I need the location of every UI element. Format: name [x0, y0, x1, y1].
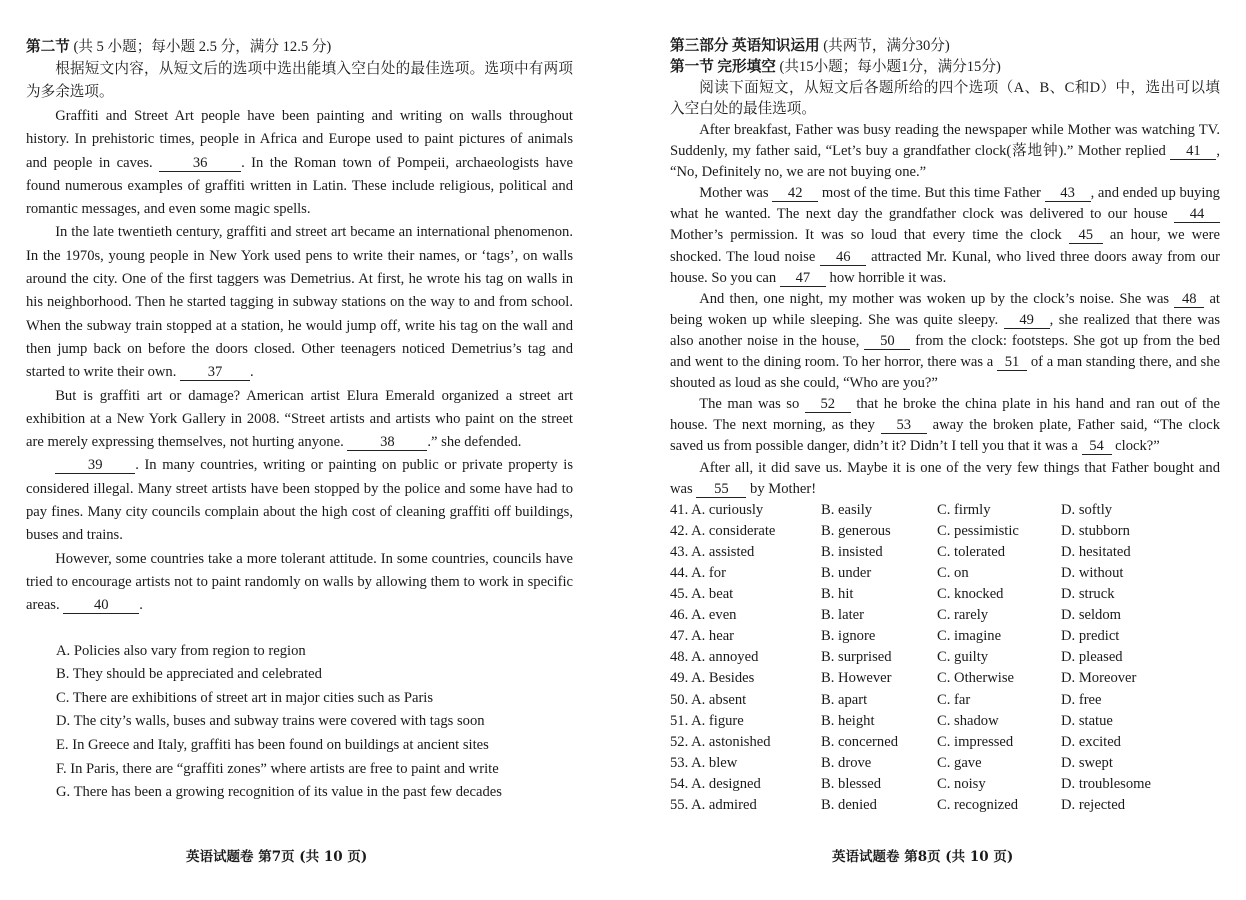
- choice-option[interactable]: D. swept: [1061, 754, 1113, 771]
- blank-47[interactable]: 47: [780, 270, 826, 287]
- choice-option[interactable]: C. recognized: [937, 797, 1019, 813]
- choice-option[interactable]: C. guilty: [937, 649, 989, 666]
- cloze-section-title: 第一节 完形填空: [670, 59, 776, 75]
- left-page: [26, 0, 573, 805]
- cloze-instruction: 阅读下面短文，从短文后各题所给的四个选项（A、B、C和D）中，选出可以填入空白处的最佳选项。: [670, 80, 1220, 117]
- choice-option[interactable]: B. easily: [821, 501, 873, 518]
- choice-option[interactable]: 54. A. designed: [670, 775, 761, 792]
- choice-option[interactable]: 45. A. beat: [670, 586, 734, 603]
- choice-option[interactable]: C. firmly: [937, 501, 991, 518]
- blank-49[interactable]: 49: [1004, 312, 1050, 329]
- choice-row: [670, 500, 1211, 521]
- choice-option[interactable]: C. pessimistic: [937, 522, 1019, 539]
- option-e: E. In Greece and Italy, graffiti has been found on buildings at ancient sites: [56, 736, 489, 753]
- choice-option[interactable]: 52. A. astonished: [670, 733, 771, 750]
- cloze-section-info: (共15小题；每小题1分，满分15分): [779, 59, 1001, 75]
- choice-option[interactable]: B. insisted: [821, 543, 883, 560]
- cloze-paragraph-4: The man was so 52 that he broke the china plate in his hand and ran out of the house. The next morning, as they 53 away the broken plate, Father said, “The clock saved us from possible danger, didn’t it? Didn’t I tell you that it was a 54 clock?”: [670, 396, 1220, 455]
- choice-row: [670, 563, 1211, 584]
- choice-row: [670, 521, 1211, 542]
- choice-option[interactable]: B. apart: [821, 691, 868, 708]
- part-heading: [670, 36, 1220, 57]
- blank-52[interactable]: 52: [805, 396, 851, 413]
- choice-option[interactable]: D. Moreover: [1061, 670, 1137, 687]
- part-title: 第三部分 英语知识运用: [670, 38, 820, 54]
- choice-option[interactable]: 41. A. curiously: [670, 501, 764, 518]
- choice-option[interactable]: C. knocked: [937, 586, 1004, 603]
- choice-option[interactable]: 42. A. considerate: [670, 522, 776, 539]
- choice-option[interactable]: B. generous: [821, 522, 891, 539]
- choice-option[interactable]: B. height: [821, 712, 875, 729]
- options-list: [26, 640, 573, 805]
- choice-option[interactable]: 49. A. Besides: [670, 670, 755, 687]
- blank-37[interactable]: 37: [180, 364, 250, 381]
- option-c: C. There are exhibitions of street art in major cities such as Paris: [56, 689, 434, 706]
- choice-option[interactable]: D. softly: [1061, 501, 1113, 518]
- choice-option[interactable]: B. concerned: [821, 733, 898, 750]
- choice-option[interactable]: B. denied: [821, 797, 877, 813]
- choice-option[interactable]: C. shadow: [937, 712, 999, 729]
- choice-option[interactable]: D. excited: [1061, 733, 1121, 750]
- choice-option[interactable]: D. predict: [1061, 628, 1120, 645]
- section-heading: [26, 37, 573, 58]
- choice-option[interactable]: 50. A. absent: [670, 691, 747, 708]
- blank-41[interactable]: 41: [1170, 143, 1216, 160]
- blank-36[interactable]: 36: [159, 155, 241, 172]
- choice-option[interactable]: C. Otherwise: [937, 670, 1015, 687]
- choice-option[interactable]: C. on: [937, 564, 969, 581]
- blank-45[interactable]: 45: [1069, 227, 1103, 244]
- passage-paragraph-3: But is graffiti art or damage? American artist Elura Emerald organized a street art exhibition at a New York Gallery in 2008. “Street artists and artists who paint on the street are merely expressing themselves, not hurting anyone. 38 .” she defended.: [26, 387, 573, 451]
- choice-row: [670, 668, 1211, 689]
- option-b: B. They should be appreciated and celebrated: [56, 666, 322, 683]
- passage-paragraph-5: However, some countries take a more tolerant attitude. In some countries, councils have tried to encourage artists not to paint randomly on walls by allowing them to work in specific areas. 40 .: [26, 550, 573, 614]
- choice-row: [670, 584, 1211, 605]
- choice-option[interactable]: C. rarely: [937, 607, 989, 624]
- choice-option[interactable]: B. later: [821, 607, 864, 624]
- cloze-passage: [670, 120, 1220, 500]
- cloze-paragraph-5: After all, it did save us. Maybe it is one of the very few things that Father bought and was 55 by Mother!: [670, 459, 1220, 497]
- choice-option[interactable]: D. seldom: [1061, 607, 1121, 624]
- instruction: 根据短文内容，从短文后的选项中选出能填入空白处的最佳选项。选项中有两项为多余选项。: [26, 61, 573, 100]
- choice-option[interactable]: 43. A. assisted: [670, 543, 755, 560]
- choices-table: [670, 500, 1211, 816]
- blank-48[interactable]: 48: [1174, 291, 1204, 308]
- blank-38[interactable]: 38: [347, 434, 427, 451]
- choice-option[interactable]: D. rejected: [1061, 797, 1126, 813]
- choice-option[interactable]: 55. A. admired: [670, 797, 757, 813]
- blank-40[interactable]: 40: [63, 597, 139, 614]
- section-title: 第二节: [26, 39, 70, 55]
- choice-option[interactable]: D. pleased: [1061, 649, 1123, 666]
- passage-paragraph-2: In the late twentieth century, graffiti and street art became an international phenomenon. In the 1970s, young people in New York used pens to write their names, or ‘tags’, on walls around the city. One of the first taggers was Demetrius. At first, he wrote his tag on walls in his neighborhood. Then he started tagging in subway stations on the way to and from school. When the subway train stopped at a station, he would jump off, write his tag on the wall and then jump back on before the doors closed. Other teenagers noticed Demetrius’s tag and started to write their own. 37 .: [26, 224, 573, 381]
- choice-option[interactable]: 53. A. blew: [670, 754, 738, 771]
- option-a: A. Policies also vary from region to region: [56, 642, 306, 659]
- choice-row: [670, 605, 1211, 626]
- blank-53[interactable]: 53: [881, 417, 927, 434]
- blank-43[interactable]: 43: [1045, 185, 1091, 202]
- choice-row: [670, 542, 1211, 563]
- choice-row: [670, 795, 1211, 816]
- choice-option[interactable]: C. noisy: [937, 775, 986, 792]
- choice-option[interactable]: 48. A. annoyed: [670, 649, 759, 666]
- choice-option[interactable]: C. impressed: [937, 733, 1014, 750]
- blank-51[interactable]: 51: [997, 354, 1027, 371]
- cloze-section-heading: [670, 57, 1220, 78]
- choice-row: [670, 774, 1211, 795]
- choice-option[interactable]: D. free: [1061, 691, 1102, 708]
- part-info: (共两节，满分30分): [823, 38, 950, 54]
- choice-option[interactable]: 46. A. even: [670, 607, 737, 624]
- choice-option[interactable]: 51. A. figure: [670, 712, 744, 729]
- option-g: G. There has been a growing recognition of its value in the past few decades: [56, 784, 502, 801]
- cloze-paragraph-1: After breakfast, Father was busy reading the newspaper while Mother was watching TV. Suddenly, my father said, “Let’s buy a grandfather clock(落地钟).” Mother replied 41 , “No, Definitely no, we are not buying one.”: [670, 122, 1221, 181]
- cloze-paragraph-3: And then, one night, my mother was woken up by the clock’s noise. She was 48 at being woken up while sleeping. She was quite sleepy. 49 , she realized that there was also another noise in the house, 50 from the clock: footsteps. She got up from the bed and went to the dining room. To her horror, there was a 51 of a man standing there, and she shouted as loud as she could, “Who are you?”: [670, 290, 1220, 392]
- cloze-paragraph-2: Mother was 42 most of the time. But this time Father 43 , and ended up buying what he wanted. The next day the grandfather clock was delivered to our house 44 Mother’s permission. It was so loud that every time the clock 45 an hour, we were shocked. The loud noise 46 attracted Mr. Kunal, who lived three doors away from our house. So you can 47 how horrible it was.: [670, 185, 1220, 286]
- blank-39[interactable]: 39: [55, 457, 135, 474]
- choice-row: [670, 753, 1211, 774]
- choice-option[interactable]: D. hesitated: [1061, 543, 1131, 560]
- choice-option[interactable]: D. statue: [1061, 712, 1113, 729]
- choice-option[interactable]: D. troublesome: [1061, 775, 1151, 792]
- blank-46[interactable]: 46: [820, 249, 866, 266]
- option-f: F. In Paris, there are “graffiti zones” where artists are free to paint and write: [56, 760, 499, 777]
- page-footer-left: 英语试题卷 第7页 (共 10 页): [186, 849, 368, 865]
- page-footer-right: 英语试题卷 第8页 (共 10 页): [832, 849, 1014, 865]
- choice-option[interactable]: 44. A. for: [670, 564, 726, 581]
- choice-option[interactable]: C. gave: [937, 754, 982, 771]
- choice-row: [670, 690, 1211, 711]
- right-page: [670, 0, 1220, 816]
- choice-option[interactable]: D. struck: [1061, 586, 1115, 603]
- choice-option[interactable]: 47. A. hear: [670, 628, 735, 645]
- blank-42[interactable]: 42: [772, 185, 818, 202]
- blank-55[interactable]: 55: [696, 481, 746, 498]
- blank-54[interactable]: 54: [1082, 438, 1112, 455]
- choice-option[interactable]: B. under: [821, 564, 872, 581]
- blank-50[interactable]: 50: [864, 333, 910, 350]
- choice-option[interactable]: C. imagine: [937, 628, 1002, 645]
- choice-row: [670, 711, 1211, 732]
- blank-44[interactable]: 44: [1174, 206, 1220, 223]
- choice-row: [670, 647, 1211, 668]
- choice-option[interactable]: B. surprised: [821, 649, 892, 666]
- choice-option[interactable]: B. ignore: [821, 628, 876, 645]
- choice-option[interactable]: C. tolerated: [937, 543, 1006, 560]
- option-d: D. The city’s walls, buses and subway trains were covered with tags soon: [56, 713, 485, 730]
- choice-option[interactable]: D. stubborn: [1061, 522, 1130, 539]
- passage-paragraph-1: Graffiti and Street Art people have been painting and writing on walls throughout history. In prehistoric times, people in Africa and Europe used to paint pictures of animals and people in caves. 36 . In the Roman town of Pompeii, archaeologists have found numerous examples of graffiti written in Latin. These include religious, political and romantic messages, and even some magic spells.: [26, 108, 573, 218]
- choice-option[interactable]: B. However: [821, 670, 892, 687]
- choice-option[interactable]: D. without: [1061, 564, 1124, 581]
- choice-row: [670, 732, 1211, 753]
- choice-option[interactable]: C. far: [937, 691, 971, 708]
- section-info: (共 5 小题；每小题 2.5 分，满分 12.5 分): [73, 39, 332, 55]
- choice-option[interactable]: B. blessed: [821, 775, 881, 792]
- passage-paragraph-4: 39 . In many countries, writing or painting on public or private property is considered illegal. Many street artists have been stopped by the police and some have had to pay fines. Many city councils complain about the high cost of cleaning graffiti off buildings, buses and trains.: [26, 457, 573, 544]
- choice-option[interactable]: B. drove: [821, 754, 872, 771]
- choice-row: [670, 626, 1211, 647]
- choice-option[interactable]: B. hit: [821, 586, 854, 603]
